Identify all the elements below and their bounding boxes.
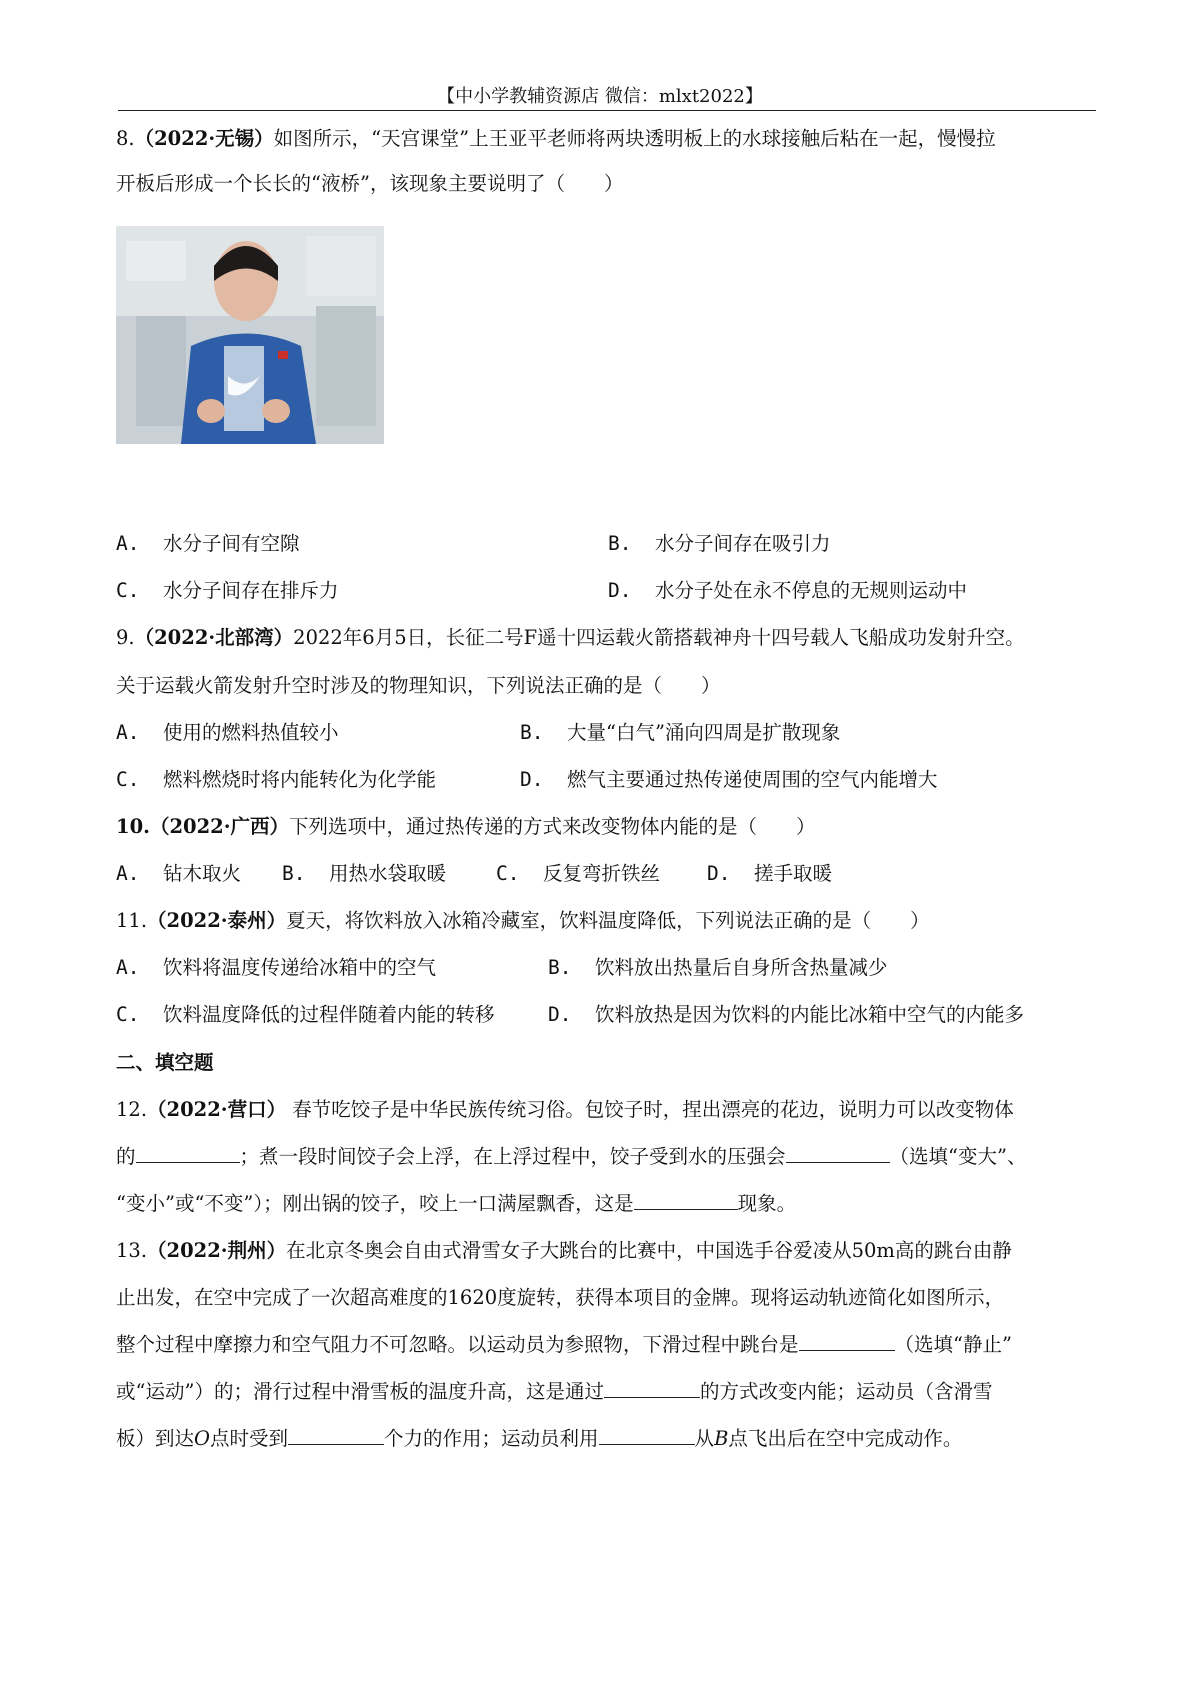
- q13-text-1: 在北京冬奥会自由式滑雪女子大跳台的比赛中，中国选手谷爱凌从50m高的跳台由静: [286, 1239, 1012, 1262]
- q9-option-b-text: 大量“白气”涌向四周是扩散现象: [566, 721, 841, 744]
- q11-stem: 夏天，将饮料放入冰箱冷藏室，饮料温度降低，下列说法正确的是（ ）: [286, 909, 930, 932]
- q9-option-a-text: 使用的燃料热值较小: [162, 721, 339, 744]
- q12-line2: [116, 1144, 1026, 1170]
- q11-source: （2022·泰州）: [147, 909, 287, 932]
- q13-blank-3[interactable]: [288, 1426, 384, 1445]
- q9-option-a[interactable]: [116, 720, 338, 746]
- q9-number: 9.: [116, 626, 135, 649]
- q8-option-d-text: 水分子处在永不停息的无规则运动中: [654, 579, 967, 602]
- q13-blank-2[interactable]: [604, 1379, 700, 1398]
- q10-option-d-key: D.: [707, 862, 731, 885]
- q8-option-a-text: 水分子间有空隙: [162, 532, 300, 555]
- q9-line1: [116, 625, 1025, 651]
- q13-line2: 止出发，在空中完成了一次超高难度的1620度旋转，获得本项目的金牌。现将运动轨迹简化如图所示，: [116, 1286, 1005, 1309]
- q13-line4: [116, 1379, 992, 1405]
- q12-text-2b: ；煮一段时间饺子会上浮，在上浮过程中，饺子受到水的压强会: [239, 1145, 786, 1168]
- q11-number: 11.: [116, 909, 148, 932]
- q12-text-2a: 的: [116, 1145, 136, 1168]
- q13-text-4b: 的方式改变内能；运动员（含滑雪: [699, 1380, 993, 1403]
- q9-option-c[interactable]: [116, 767, 436, 793]
- q12-line1: [116, 1097, 1014, 1123]
- q10-option-a-key: A.: [116, 862, 140, 885]
- q8-option-d[interactable]: [608, 578, 967, 604]
- q13-line1: [116, 1238, 1012, 1264]
- q8-option-b[interactable]: [608, 531, 830, 557]
- section-heading-fill-in: 二、填空题: [116, 1051, 214, 1074]
- q10-option-c-key: C.: [496, 862, 520, 885]
- q13-text-5c: 个力的作用；运动员利用: [384, 1427, 599, 1450]
- q8-number: 8.: [116, 127, 135, 150]
- q9-option-d-key: D.: [520, 768, 544, 791]
- q8-option-d-key: D.: [608, 579, 632, 602]
- q9-option-d-text: 燃气主要通过热传递使周围的空气内能增大: [566, 768, 938, 791]
- q10-source: （2022·广西）: [149, 815, 289, 838]
- q10-option-c-text: 反复弯折铁丝: [542, 862, 660, 885]
- q13-line5: [116, 1426, 962, 1452]
- q8-option-a-key: A.: [116, 532, 140, 555]
- page-header: 【中小学教辅资源店 微信：mlxt2022】: [437, 86, 763, 107]
- q13-blank-4[interactable]: [599, 1426, 695, 1445]
- q10-option-d-text: 搓手取暖: [753, 862, 832, 885]
- q11-option-a[interactable]: [116, 955, 436, 981]
- q8-stem-1: 如图所示，“天宫课堂”上王亚平老师将两块透明板上的水球接触后粘在一起，慢慢拉: [273, 127, 996, 150]
- q10-option-a[interactable]: [116, 861, 241, 887]
- q12-blank-2[interactable]: [786, 1144, 890, 1163]
- q13-text-5b: 点时受到: [210, 1427, 289, 1450]
- q9-option-c-key: C.: [116, 768, 140, 791]
- q10-option-b[interactable]: [282, 861, 446, 887]
- q11-option-d[interactable]: [548, 1002, 1024, 1028]
- q10-line1: [116, 814, 816, 840]
- q12-blank-1[interactable]: [136, 1144, 240, 1163]
- q9-source: （2022·北部湾）: [134, 626, 294, 649]
- q9-option-a-key: A.: [116, 721, 140, 744]
- q12-blank-3[interactable]: [634, 1191, 738, 1210]
- q13-source: （2022·荆州）: [147, 1239, 287, 1262]
- q8-option-c-key: C.: [116, 579, 140, 602]
- q13-point-o: O: [194, 1427, 211, 1450]
- q9-stem-1: 2022年6月5日，长征二号F遥十四运载火箭搭载神舟十四号载人飞船成功发射升空。: [293, 626, 1025, 649]
- q9-option-c-text: 燃料燃烧时将内能转化为化学能: [162, 768, 436, 791]
- q12-text-3b: 现象。: [737, 1192, 797, 1215]
- q10-option-b-text: 用热水袋取暖: [328, 862, 446, 885]
- q8-option-b-text: 水分子间存在吸引力: [654, 532, 831, 555]
- q8-source: （2022·无锡）: [134, 127, 274, 150]
- q9-option-d[interactable]: [520, 767, 937, 793]
- q10-number: 10.: [116, 815, 150, 838]
- q8-option-a[interactable]: [116, 531, 299, 557]
- q11-option-b-key: B.: [548, 956, 572, 979]
- q11-option-a-text: 饮料将温度传递给冰箱中的空气: [162, 956, 436, 979]
- q13-text-3a: 整个过程中摩擦力和空气阻力不可忽略。以运动员为参照物，下滑过程中跳台是: [116, 1333, 799, 1356]
- q11-option-b-text: 饮料放出热量后自身所含热量减少: [594, 956, 888, 979]
- q13-text-5d: 从: [694, 1427, 715, 1450]
- q12-text-2c: （选填“变大”、: [889, 1145, 1027, 1168]
- q13-text-4a: 或“运动”）的；滑行过程中滑雪板的温度升高，这是通过: [116, 1380, 604, 1403]
- q11-option-a-key: A.: [116, 956, 140, 979]
- q11-line1: [116, 908, 930, 934]
- q11-option-d-text: 饮料放热是因为饮料的内能比冰箱中空气的内能多: [594, 1003, 1024, 1026]
- q8-option-c-text: 水分子间存在排斥力: [162, 579, 339, 602]
- q10-option-a-text: 钻木取火: [162, 862, 241, 885]
- q11-option-c[interactable]: [116, 1002, 494, 1028]
- q13-text-5e: 点飞出后在空中完成动作。: [728, 1427, 963, 1450]
- q11-option-b[interactable]: [548, 955, 887, 981]
- q9-option-b[interactable]: [520, 720, 840, 746]
- q11-option-c-text: 饮料温度降低的过程伴随着内能的转移: [162, 1003, 495, 1026]
- q8-option-c[interactable]: [116, 578, 338, 604]
- q12-text-1: 春节吃饺子是中华民族传统习俗。包饺子时，捏出漂亮的花边，说明力可以改变物体: [286, 1098, 1014, 1121]
- q12-source: （2022·营口）: [147, 1098, 287, 1121]
- q8-stem-2: 开板后形成一个长长的“液桥”，该现象主要说明了（ ）: [116, 172, 624, 195]
- q10-option-b-key: B.: [282, 862, 306, 885]
- q13-line3: [116, 1332, 1012, 1358]
- q10-option-c[interactable]: [496, 861, 660, 887]
- q10-stem: 下列选项中，通过热传递的方式来改变物体内能的是（ ）: [289, 815, 816, 838]
- q13-text-3b: （选填“静止”: [894, 1333, 1012, 1356]
- q13-blank-1[interactable]: [799, 1332, 895, 1351]
- q13-text-5a: 板）到达: [116, 1427, 195, 1450]
- q13-point-b: B: [714, 1427, 729, 1450]
- q12-number: 12.: [116, 1098, 148, 1121]
- header-rule: [118, 110, 1096, 111]
- q8-line1: [116, 126, 996, 152]
- q9-stem-2: 关于运载火箭发射升空时涉及的物理知识，下列说法正确的是（ ）: [116, 674, 721, 697]
- q11-option-c-key: C.: [116, 1003, 140, 1026]
- q11-option-d-key: D.: [548, 1003, 572, 1026]
- q10-option-d[interactable]: [707, 861, 832, 887]
- q13-number: 13.: [116, 1239, 148, 1262]
- q12-text-3a: “变小”或“不变”）；刚出锅的饺子，咬上一口满屋飘香，这是: [116, 1192, 634, 1215]
- q8-option-b-key: B.: [608, 532, 632, 555]
- q9-option-b-key: B.: [520, 721, 544, 744]
- q12-line3: [116, 1191, 796, 1217]
- tiangong-classroom-photo: [116, 226, 384, 444]
